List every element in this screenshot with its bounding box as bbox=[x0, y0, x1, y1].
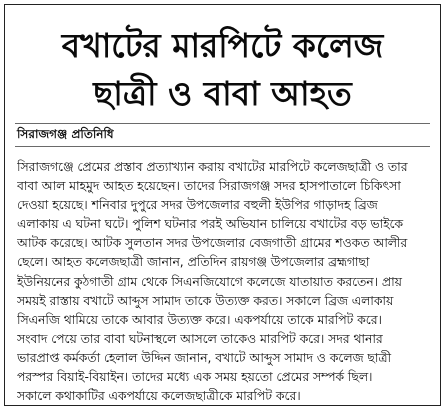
headline-line-1: বখাটের মারপিটে কলেজ bbox=[61, 26, 384, 65]
body-line: ইউনিয়নের কুঠগাতী গ্রাম থেকে সিএনজিযোগে কলেজে যাতায়াত করতেন। প্রায় bbox=[17, 274, 402, 289]
body-line: ভারপ্রাপ্ত কর্মকর্তা হেলাল উদ্দিন জানান, বখাটে আব্দুস সামাদ ও কলেজ ছাত্রী bbox=[17, 350, 391, 365]
byline-bottom-rule bbox=[15, 146, 430, 147]
body-line: ছেলে। আহত কলেজছাত্রী জানান, প্রতিদিন রায়গঞ্জ উপজেলার ব্রহ্মগাছা bbox=[17, 255, 370, 270]
headline-line-2: ছাত্রী ও বাবা আহত bbox=[93, 74, 352, 113]
body-line: পরস্পর বিয়াই-বিয়াইন। তাদের মধ্যে এক সময় হয়তো প্রেমের সম্পর্ক ছিল। bbox=[17, 370, 373, 385]
body-line: এলাকায় এ ঘটনা ঘটে। পুলিশ ঘটনার পরই অভিযান চালিয়ে বখাটের বড় ভাইকে bbox=[17, 217, 404, 232]
body-line: সময়ই রাস্তায় বখাটে আব্দুস সামাদ তাকে উত্যক্ত করত। সকালে ব্রিজ এলাকায় bbox=[17, 293, 394, 308]
byline-top-rule bbox=[15, 123, 430, 124]
body-line: সকালে কথাকাটির একপর্যায়ে কলেজছাত্রীকে মারপিট করে। bbox=[17, 389, 301, 404]
body-line: সিএনজি থামিয়ে তাকে আবার উত্যক্ত করে। একপর্যায়ে তাকে মারপিট করে। bbox=[17, 312, 382, 327]
byline: সিরাজগঞ্জ প্রতিনিধি bbox=[17, 127, 114, 141]
body-line: সংবাদ পেয়ে তার বাবা ঘটনাস্থলে আসলে তাকেও মারপিট করে। সদর থানার bbox=[17, 331, 383, 346]
body-line: বাবা আল মাহমুদ আহত হয়েছেন। তাদের সিরাজগঞ্জ সদর হাসপাতালে চিকিৎসা bbox=[17, 179, 401, 194]
article-body bbox=[17, 158, 431, 406]
body-line: আটক করেছে। আটক সুলতান সদর উপজেলার বেজগাতী গ্রামের শওকত আলীর bbox=[17, 236, 408, 251]
body-line: সিরাজগঞ্জে প্রেমের প্রস্তাব প্রত্যাখ্যান করায় বখাটের মারপিটে কলেজছাত্রী ও তার bbox=[17, 160, 408, 174]
news-clipping bbox=[4, 4, 441, 406]
body-line: দেওয়া হয়েছে। শনিবার দুপুরে সদর উপজেলার বহুলী ইউপির গাড়াদহ ব্রিজ bbox=[17, 198, 378, 213]
